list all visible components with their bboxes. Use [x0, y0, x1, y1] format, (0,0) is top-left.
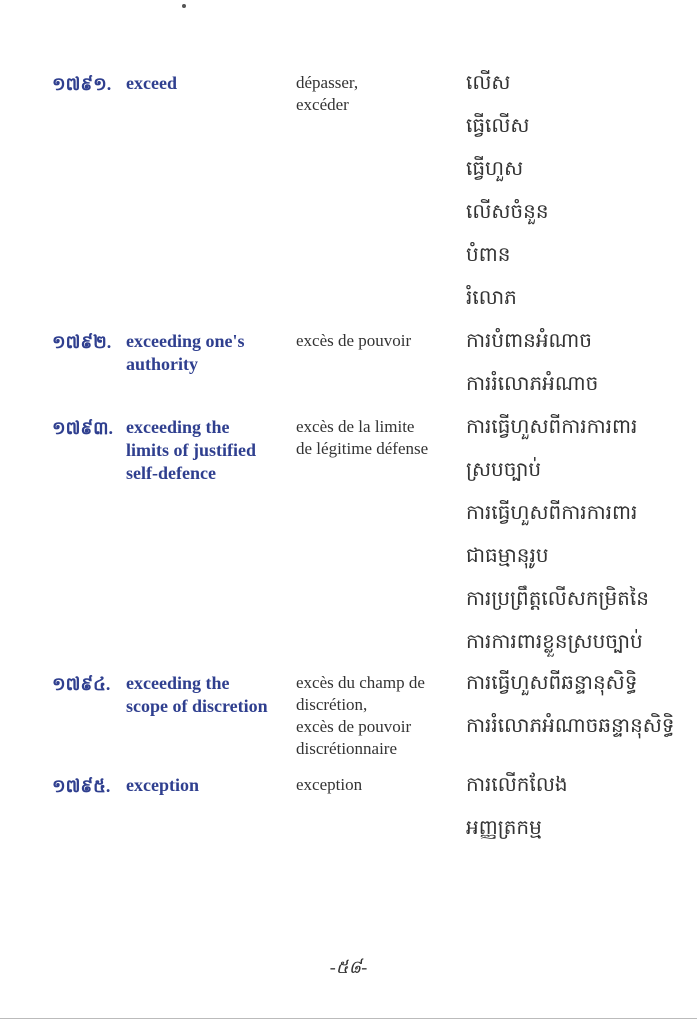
khmer-terms: ការលើកលែង អញ្ញត្រកម្ម	[466, 774, 568, 839]
entry-number: ១៧៩២.	[52, 332, 112, 352]
english-term: exceeding one's authority	[126, 331, 245, 374]
french-term: excès de pouvoir	[296, 331, 412, 350]
french-term: excès de la limite de légitime défense	[296, 417, 429, 458]
english-term: exceed	[126, 73, 177, 93]
scan-dot	[182, 4, 186, 8]
khmer-terms: ការធ្វើហួសពីការការពារ ស្របច្បាប់ ការធ្វើហួសពីការការពារ ជាធម្មានុរូប ការប្រព្រឹត្តលើសកម្រិតនៃ ការការពារខ្លួនស្របច្បាប់	[466, 416, 649, 653]
french-term: excès du champ de discrétion, excès de pouvoir discrétionnaire	[296, 673, 425, 758]
english-term: exceeding the scope of discretion	[126, 673, 268, 716]
entry-number: ១៧៩១.	[52, 74, 112, 94]
entry-number: ១៧៩៥.	[52, 776, 111, 796]
french-term: exception	[296, 775, 363, 794]
english-term: exception	[126, 775, 199, 795]
entry-number: ១៧៩៤.	[52, 674, 111, 694]
french-term: dépasser, excéder	[296, 73, 359, 114]
entry-number: ១៧៩៣.	[52, 418, 114, 438]
khmer-terms: ការបំពានអំណាច ការរំលោភអំណាច	[466, 330, 599, 395]
scan-edge-line	[0, 1018, 697, 1019]
english-term: exceeding the limits of justified self-defence	[126, 417, 256, 483]
khmer-terms: លើស ធ្វើលើស ធ្វើហួស លើសចំនួន បំពាន រំលោភ	[466, 72, 549, 309]
page-number: -៥៨-	[329, 957, 368, 977]
khmer-terms: ការធ្វើហួសពីឆន្ទានុសិទ្ធិ ការរំលោភអំណាចឆន្ទានុសិទ្ធិ	[466, 672, 675, 737]
